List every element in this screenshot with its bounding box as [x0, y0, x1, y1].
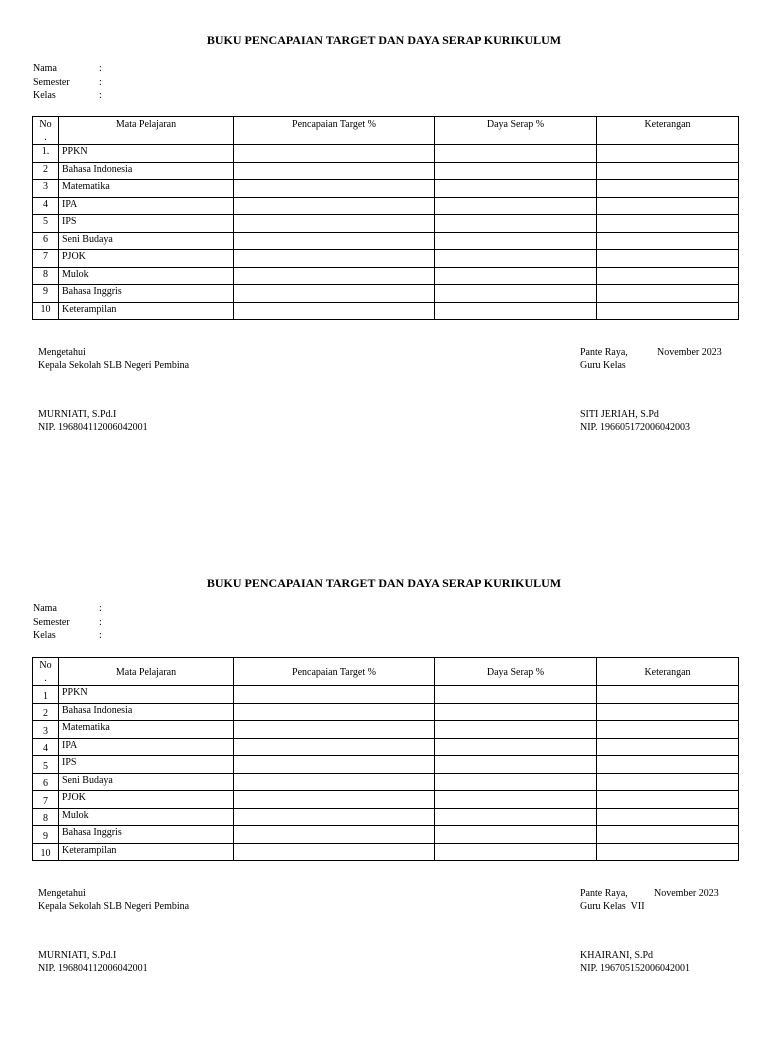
row-subject: IPA — [59, 738, 234, 756]
row-number: 1. — [33, 145, 59, 163]
field-label: Kelas — [33, 90, 56, 101]
absorb-cell[interactable] — [435, 285, 597, 303]
row-number: 7 — [33, 791, 59, 809]
page-title: BUKU PENCAPAIAN TARGET DAN DAYA SERAP KURIKULUM — [206, 33, 562, 47]
teacher-name: KHAIRANI, S.Pd — [580, 950, 654, 961]
table-header-row — [33, 117, 739, 145]
row-number: 6 — [33, 232, 59, 250]
field-separator: : — [99, 76, 102, 88]
target-cell[interactable] — [234, 773, 435, 791]
table-row — [33, 843, 739, 861]
row-subject: PPKN — [59, 686, 234, 704]
table-row — [33, 145, 739, 163]
principal-signature — [38, 409, 148, 434]
row-subject: Keterampilan — [59, 843, 234, 861]
teacher-place-date — [580, 347, 722, 372]
note-cell[interactable] — [597, 145, 739, 163]
table-row — [33, 250, 739, 268]
row-number: 6 — [33, 773, 59, 791]
field-separator: : — [99, 630, 102, 641]
row-subject: Mulok — [59, 808, 234, 826]
table-row — [33, 738, 739, 756]
target-cell[interactable] — [234, 703, 435, 721]
target-cell[interactable] — [234, 145, 435, 163]
curriculum-table — [32, 657, 739, 861]
row-subject: IPS — [59, 756, 234, 774]
row-number: 10 — [33, 843, 59, 861]
teacher-role: Guru Kelas VII — [580, 900, 645, 912]
row-number: 4 — [33, 738, 59, 756]
row-number: 4 — [33, 197, 59, 215]
field-label: Nama — [33, 63, 57, 74]
table-header-row — [33, 658, 739, 686]
table-row — [33, 721, 739, 739]
place-label: Pante Raya, — [580, 347, 628, 358]
acknowledge-label: Mengetahui — [38, 888, 86, 899]
field-label: Nama — [33, 603, 57, 614]
field-label: Semester — [33, 616, 70, 628]
note-cell[interactable] — [597, 826, 739, 844]
target-cell[interactable] — [234, 267, 435, 285]
row-subject: IPS — [59, 215, 234, 233]
identity-fields — [33, 62, 102, 103]
row-subject: Bahasa Inggris — [59, 826, 234, 844]
note-cell[interactable] — [597, 232, 739, 250]
row-number: 1 — [33, 686, 59, 704]
principal-name: MURNIATI, S.Pd.I — [38, 950, 117, 961]
table-row — [33, 808, 739, 826]
note-cell[interactable] — [597, 197, 739, 215]
row-number: 7 — [33, 250, 59, 268]
absorb-cell[interactable] — [435, 773, 597, 791]
row-number: 8 — [33, 808, 59, 826]
table-row — [33, 180, 739, 198]
row-number: 3 — [33, 721, 59, 739]
header-absorb: Daya Serap % — [435, 658, 597, 686]
target-cell[interactable] — [234, 756, 435, 774]
table-row — [33, 686, 739, 704]
absorb-cell[interactable] — [435, 232, 597, 250]
target-cell[interactable] — [234, 162, 435, 180]
row-subject: IPA — [59, 197, 234, 215]
header-no: No . — [33, 658, 59, 686]
absorb-cell[interactable] — [435, 267, 597, 285]
field-separator: : — [99, 90, 102, 101]
principal-title: Kepala Sekolah SLB Negeri Pembina — [38, 359, 190, 371]
note-cell[interactable] — [597, 180, 739, 198]
teacher-signature — [580, 409, 690, 434]
absorb-cell[interactable] — [435, 826, 597, 844]
table-row — [33, 232, 739, 250]
table-row — [33, 773, 739, 791]
row-number: 2 — [33, 703, 59, 721]
note-cell[interactable] — [597, 285, 739, 303]
note-cell[interactable] — [597, 808, 739, 826]
note-cell[interactable] — [597, 843, 739, 861]
principal-signature — [38, 950, 148, 975]
absorb-cell[interactable] — [435, 808, 597, 826]
table-row — [33, 756, 739, 774]
curriculum-table — [32, 116, 739, 320]
target-cell[interactable] — [234, 686, 435, 704]
field-semester — [33, 616, 102, 630]
header-absorb: Daya Serap % — [435, 117, 597, 145]
sheet-1 — [0, 0, 768, 512]
row-subject: Seni Budaya — [59, 773, 234, 791]
place-label: Pante Raya, — [580, 888, 628, 899]
row-number: 10 — [33, 302, 59, 320]
table-row — [33, 215, 739, 233]
target-cell[interactable] — [234, 843, 435, 861]
row-number: 9 — [33, 285, 59, 303]
note-cell[interactable] — [597, 738, 739, 756]
absorb-cell[interactable] — [435, 721, 597, 739]
target-cell[interactable] — [234, 826, 435, 844]
row-number: 2 — [33, 162, 59, 180]
absorb-cell[interactable] — [435, 843, 597, 861]
header-no: No . — [33, 117, 59, 145]
note-cell[interactable] — [597, 721, 739, 739]
field-nama — [33, 62, 102, 76]
row-subject: Mulok — [59, 267, 234, 285]
target-cell[interactable] — [234, 721, 435, 739]
absorb-cell[interactable] — [435, 738, 597, 756]
teacher-place-date — [580, 888, 719, 913]
header-target: Pencapaian Target % — [234, 117, 435, 145]
note-cell[interactable] — [597, 215, 739, 233]
header-subject: Mata Pelajaran — [59, 658, 234, 686]
absorb-cell[interactable] — [435, 703, 597, 721]
row-number: 3 — [33, 180, 59, 198]
target-cell[interactable] — [234, 232, 435, 250]
table-row — [33, 826, 739, 844]
absorb-cell[interactable] — [435, 197, 597, 215]
note-cell[interactable] — [597, 162, 739, 180]
table-row — [33, 703, 739, 721]
table-row — [33, 197, 739, 215]
principal-title: Kepala Sekolah SLB Negeri Pembina — [38, 900, 190, 912]
row-number: 8 — [33, 267, 59, 285]
note-cell[interactable] — [597, 267, 739, 285]
header-target: Pencapaian Target % — [234, 658, 435, 686]
field-kelas — [33, 629, 102, 643]
target-cell[interactable] — [234, 197, 435, 215]
target-cell[interactable] — [234, 285, 435, 303]
row-subject: PJOK — [59, 250, 234, 268]
row-subject: Bahasa Indonesia — [59, 162, 234, 180]
note-cell[interactable] — [597, 250, 739, 268]
principal-acknowledgement — [38, 347, 189, 372]
target-cell[interactable] — [234, 302, 435, 320]
target-cell[interactable] — [234, 250, 435, 268]
principal-name: MURNIATI, S.Pd.I — [38, 409, 117, 420]
identity-fields — [33, 602, 102, 643]
row-number: 5 — [33, 215, 59, 233]
row-number: 5 — [33, 756, 59, 774]
table-row — [33, 267, 739, 285]
field-separator: : — [99, 603, 102, 614]
field-label: Kelas — [33, 630, 56, 641]
date-label: November 2023 — [657, 347, 722, 358]
absorb-cell[interactable] — [435, 215, 597, 233]
table-row — [33, 302, 739, 320]
row-subject: Seni Budaya — [59, 232, 234, 250]
field-separator: : — [99, 63, 102, 74]
header-subject: Mata Pelajaran — [59, 117, 234, 145]
table-row — [33, 285, 739, 303]
note-cell[interactable] — [597, 791, 739, 809]
absorb-cell[interactable] — [435, 145, 597, 163]
note-cell[interactable] — [597, 703, 739, 721]
header-note: Keterangan — [597, 658, 739, 686]
target-cell[interactable] — [234, 738, 435, 756]
field-semester — [33, 76, 102, 90]
field-separator: : — [99, 616, 102, 628]
table-row — [33, 162, 739, 180]
row-subject: Bahasa Indonesia — [59, 703, 234, 721]
row-subject: Matematika — [59, 180, 234, 198]
field-label: Semester — [33, 76, 70, 88]
row-subject: PJOK — [59, 791, 234, 809]
note-cell[interactable] — [597, 302, 739, 320]
row-subject: PPKN — [59, 145, 234, 163]
table-row — [33, 791, 739, 809]
teacher-role: Guru Kelas — [580, 359, 626, 371]
teacher-signature — [580, 950, 690, 975]
field-kelas — [33, 89, 102, 103]
teacher-name: SITI JERIAH, S.Pd — [580, 409, 659, 420]
page-title: BUKU PENCAPAIAN TARGET DAN DAYA SERAP KURIKULUM — [206, 576, 562, 590]
absorb-cell[interactable] — [435, 250, 597, 268]
note-cell[interactable] — [597, 686, 739, 704]
acknowledge-label: Mengetahui — [38, 347, 86, 358]
row-subject: Keterampilan — [59, 302, 234, 320]
target-cell[interactable] — [234, 180, 435, 198]
date-label: November 2023 — [654, 888, 719, 899]
target-cell[interactable] — [234, 791, 435, 809]
teacher-nip: NIP. 196705152006042001 — [580, 962, 691, 974]
absorb-cell[interactable] — [435, 686, 597, 704]
principal-nip: NIP. 196804112006042001 — [38, 962, 148, 974]
principal-acknowledgement — [38, 888, 189, 913]
row-number: 9 — [33, 826, 59, 844]
absorb-cell[interactable] — [435, 302, 597, 320]
absorb-cell[interactable] — [435, 791, 597, 809]
note-cell[interactable] — [597, 773, 739, 791]
row-subject: Matematika — [59, 721, 234, 739]
sheet-2 — [0, 540, 768, 1052]
target-cell[interactable] — [234, 808, 435, 826]
absorb-cell[interactable] — [435, 180, 597, 198]
target-cell[interactable] — [234, 215, 435, 233]
header-note: Keterangan — [597, 117, 739, 145]
principal-nip: NIP. 196804112006042001 — [38, 421, 148, 433]
teacher-nip: NIP. 196605172006042003 — [580, 421, 691, 433]
absorb-cell[interactable] — [435, 756, 597, 774]
note-cell[interactable] — [597, 756, 739, 774]
row-subject: Bahasa Inggris — [59, 285, 234, 303]
field-nama — [33, 602, 102, 616]
absorb-cell[interactable] — [435, 162, 597, 180]
